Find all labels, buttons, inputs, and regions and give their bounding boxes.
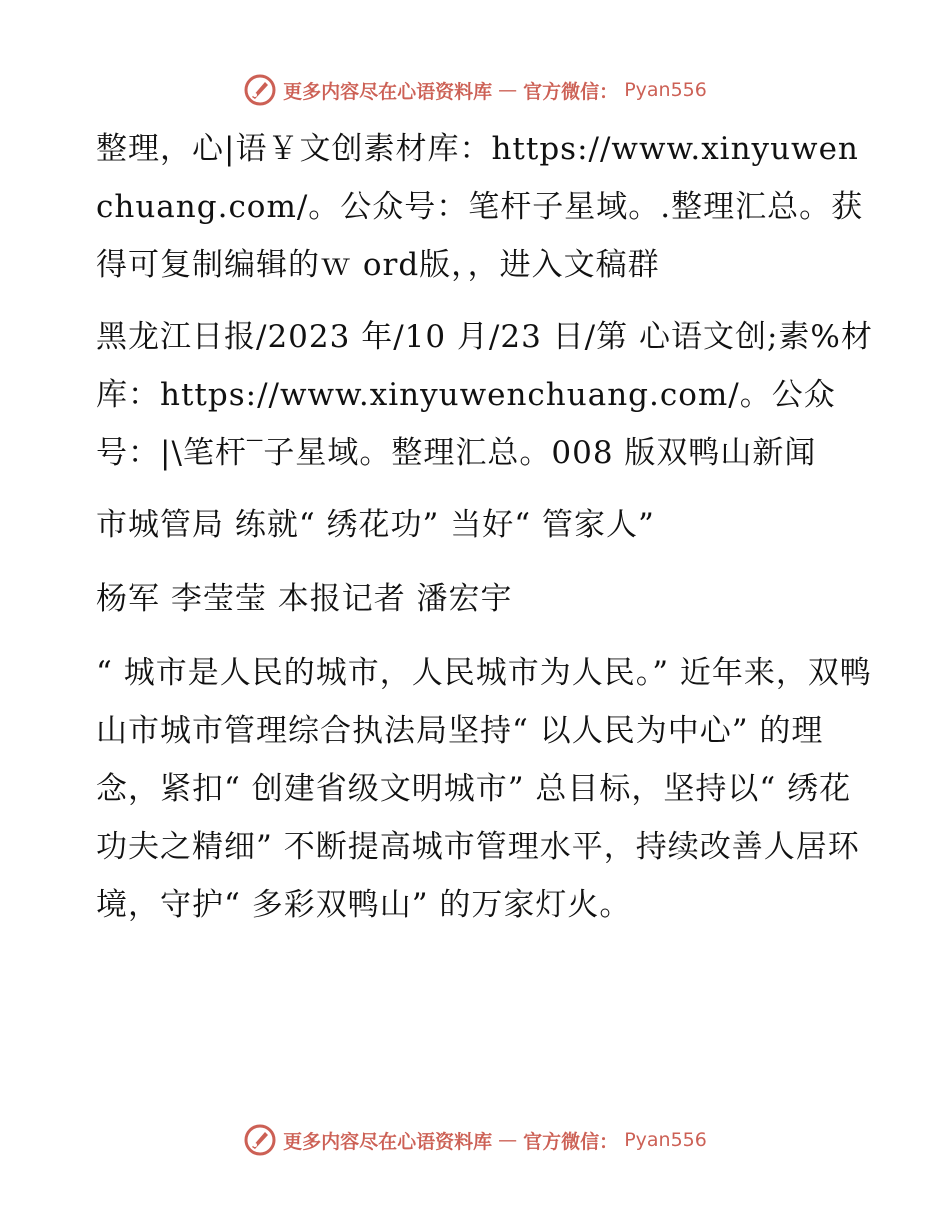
watermark-text: 更多内容尽在心语资料库	[283, 80, 493, 103]
paragraph-intro: 整理，心|语￥文创素材库：https://www.xinyuwenchuang.com/。公众号：笔杆子星域。.整理汇总。获得可复制编辑的ｗ ord版，，进入文稿群	[96, 131, 864, 283]
paragraph-body: “ 城市是人民的城市，人民城市为人民。” 近年来，双鸭山市城市管理综合执法局坚持“ 以人民为中心” 的理念，紧扣“ 创建省级文明城市” 总目标，坚持以“ 绣花功夫之精细” 不断提高城市管理水平，持续改善人居环境，守护“ 多彩双鸭山” 的万家灯火。	[96, 655, 872, 923]
quill-logo-icon	[243, 1123, 277, 1157]
quill-logo-icon	[243, 73, 277, 107]
watermark-wechat-label: 官方微信：	[523, 80, 619, 103]
footer-watermark	[0, 1120, 950, 1160]
document-body	[96, 120, 876, 948]
watermark-text: 更多内容尽在心语资料库	[283, 1130, 493, 1153]
watermark-wechat-label: 官方微信：	[523, 1130, 619, 1153]
watermark-wechat-id: Pyan556	[624, 1129, 707, 1151]
paragraph-source: 黑龙江日报/2023 年/10 月/23 日/第 心语文创;素%材库：https://www.xinyuwenchuang.com/。公众号：|\笔杆‾子星域。整理汇总。008 版双鸭山新闻	[96, 319, 873, 471]
article-title: 市城管局 练就“ 绣花功” 当好“ 管家人”	[96, 507, 655, 543]
watermark-wechat-id: Pyan556	[624, 79, 707, 101]
article-byline: 杨军 李莹莹 本报记者 潘宏宇	[96, 581, 513, 617]
watermark-separator: —	[498, 1129, 518, 1151]
watermark-separator: —	[498, 79, 518, 101]
header-watermark	[0, 70, 950, 110]
